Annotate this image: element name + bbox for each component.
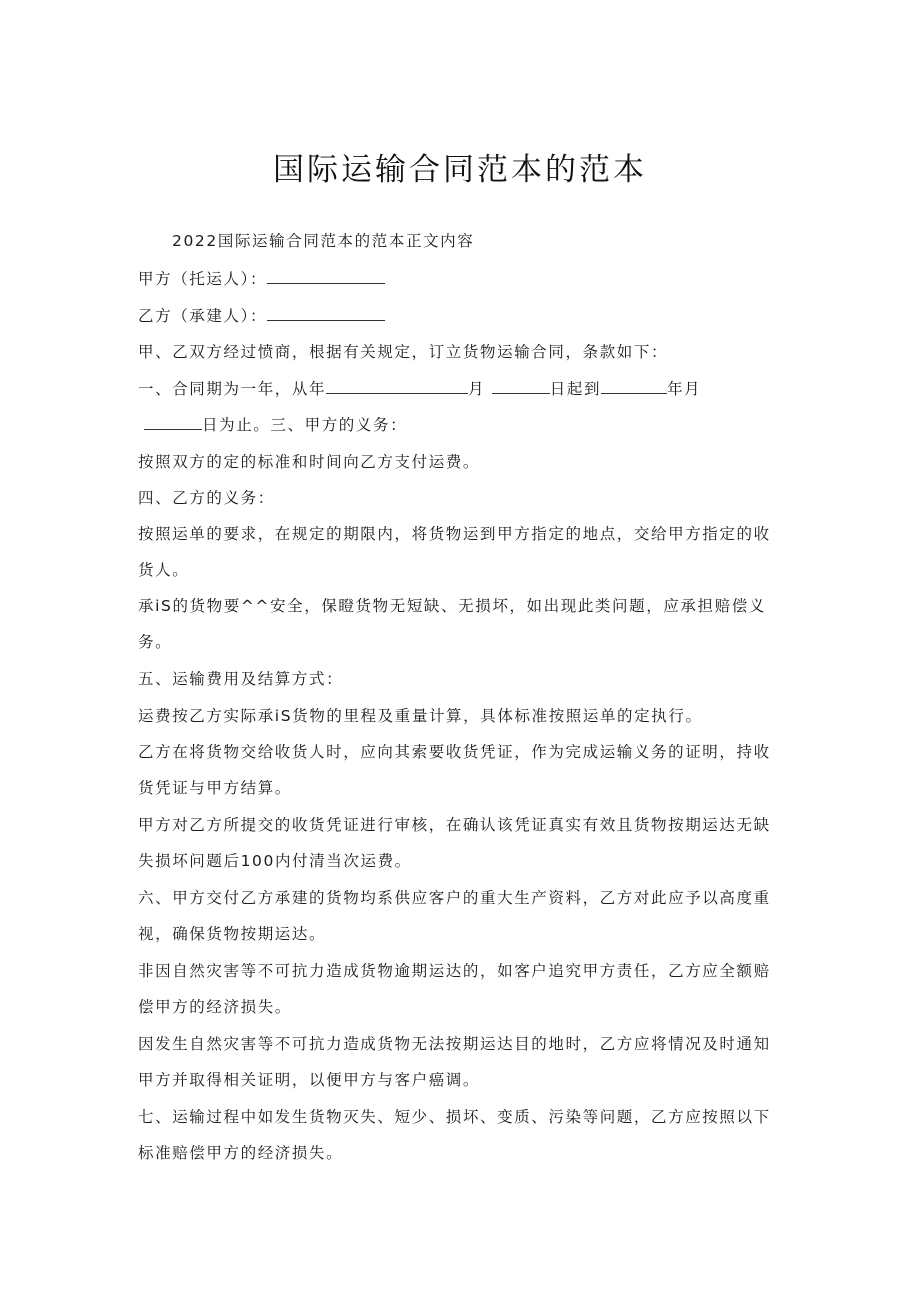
clause-1-line bbox=[138, 377, 701, 400]
end-year-blank bbox=[601, 377, 667, 394]
paragraph-line: 标准赔偿甲方的经济损失。 bbox=[138, 1144, 344, 1162]
paragraph-line: 运费按乙方实际承iS货物的里程及重量计算，具体标准按照运单的定执行。 bbox=[138, 707, 703, 725]
clause-1-year-month: 年月 bbox=[667, 380, 702, 398]
section-heading: 四、乙方的义务： bbox=[138, 489, 275, 507]
paragraph-line: 承iS的货物要^^安全，保瞪货物无短缺、无损坏，如出现此类问题，应承担赔偿义 bbox=[138, 597, 766, 615]
paragraph-line: 偿甲方的经济损失。 bbox=[138, 998, 292, 1016]
paragraph-line: 乙方在将货物交给收货人时，应向其索要收货凭证，作为完成运输义务的证明，持收 bbox=[138, 743, 771, 761]
paragraph-line: 货凭证与甲方结算。 bbox=[138, 779, 292, 797]
day-blank bbox=[492, 377, 550, 394]
paragraph-line: 甲方并取得相关证明，以便甲方与客户癌调。 bbox=[138, 1071, 481, 1089]
paragraph-line: 因发生自然灾害等不可抗力造成货物无法按期运达目的地时，乙方应将情况及时通知 bbox=[138, 1035, 771, 1053]
paragraph-line: 货人。 bbox=[138, 561, 190, 579]
party-b-line bbox=[138, 304, 385, 327]
document-subtitle: 2022国际运输合同范本的范本正文内容 bbox=[172, 232, 475, 250]
clause-1-end-line bbox=[138, 413, 407, 436]
paragraph-line: 务。 bbox=[138, 633, 173, 651]
paragraph-line: 甲方对乙方所提交的收货凭证进行审核，在确认该凭证真实有效且货物按期运达无缺 bbox=[138, 816, 771, 834]
paragraph-line: 失损坏问题后100内付清当次运费。 bbox=[138, 852, 412, 870]
party-a-label: 甲方（托运人）： bbox=[138, 270, 268, 288]
intro-paragraph: 甲、乙双方经过愤商，根据有关规定，订立货物运输合同，条款如下： bbox=[138, 343, 669, 361]
party-b-label: 乙方（承建人）： bbox=[138, 307, 268, 325]
paragraph-line: 按照双方的定的标准和时间向乙方支付运费。 bbox=[138, 453, 481, 471]
paragraph-line: 六、甲方交付乙方承建的货物均系供应客户的重大生产资料，乙方对此应予以高度重 bbox=[138, 889, 771, 907]
end-day-blank bbox=[144, 413, 202, 430]
paragraph-line: 视，确保货物按期运达。 bbox=[138, 925, 327, 943]
clause-1-end: 日为止。三、甲方的义务： bbox=[202, 416, 408, 434]
document-title: 国际运输合同范本的范本 bbox=[273, 152, 647, 188]
section-heading: 五、运输费用及结算方式： bbox=[138, 670, 344, 688]
paragraph-line: 非因自然灾害等不可抗力造成货物逾期运达的，如客户追究甲方责任，乙方应全额赔 bbox=[138, 962, 771, 980]
party-a-line bbox=[138, 267, 385, 290]
paragraph-line: 七、运输过程中如发生货物灭失、短少、损坏、变质、污染等问题，乙方应按照以下 bbox=[138, 1108, 771, 1126]
party-b-blank bbox=[267, 304, 385, 321]
clause-1-start: 一、合同期为一年，从年 bbox=[138, 380, 327, 398]
clause-1-month: 月 bbox=[468, 380, 486, 398]
clause-1-day-from: 日起到 bbox=[549, 380, 602, 398]
paragraph-line: 按照运单的要求，在规定的期限内，将货物运到甲方指定的地点，交给甲方指定的收 bbox=[138, 525, 771, 543]
party-a-blank bbox=[267, 267, 385, 284]
year-blank bbox=[326, 377, 468, 394]
